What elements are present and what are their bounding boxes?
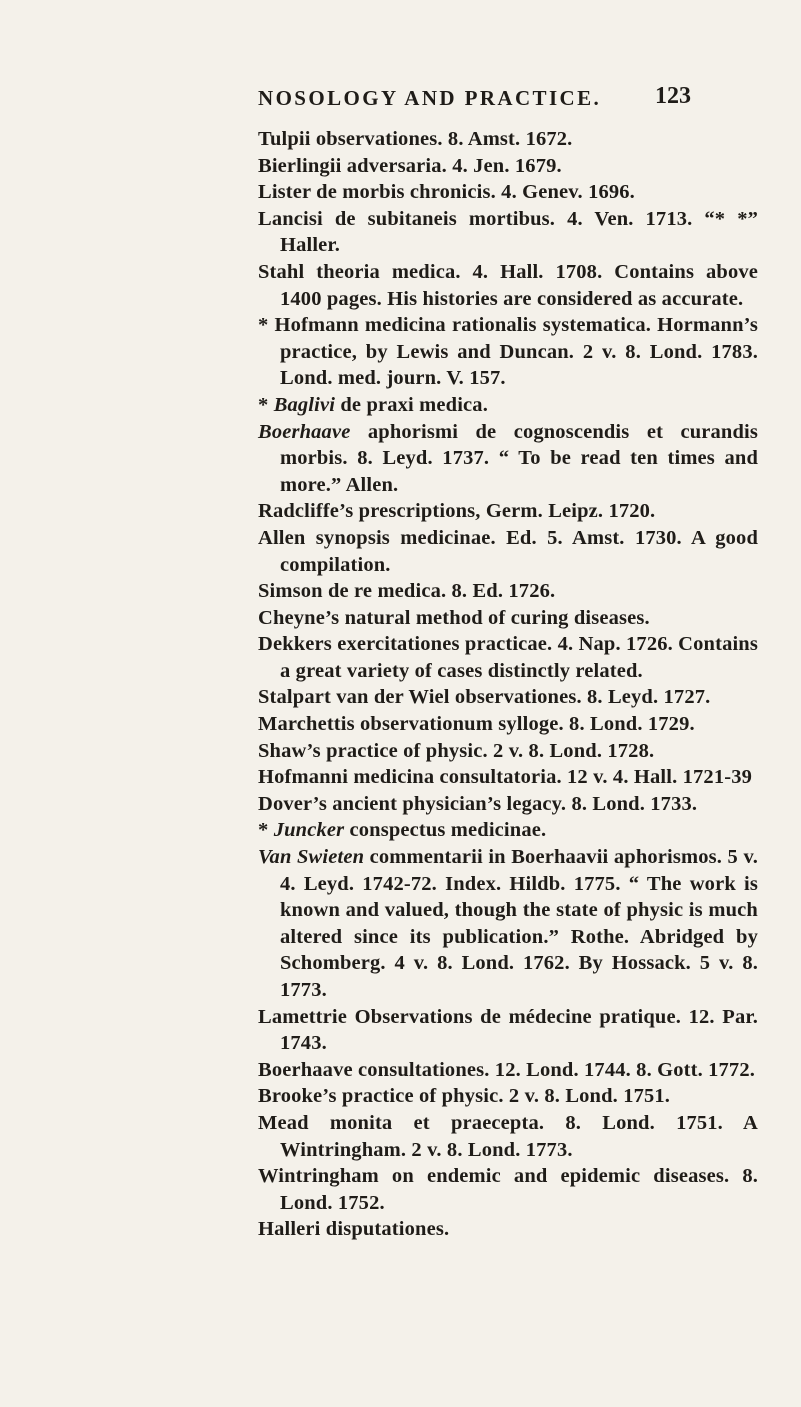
bibliography-entry	[258, 498, 758, 525]
bibliography-list	[0, 126, 801, 1243]
entry-lead-text: Stalpart van der Wiel observationes. 8. Leyd. 1727.	[258, 686, 711, 709]
entry-lead-text: Cheyne’s natural method of curing diseases.	[258, 606, 650, 629]
bibliography-entry	[258, 738, 758, 765]
entry-lead-text: *	[258, 819, 274, 842]
bibliography-entry	[258, 525, 758, 578]
bibliography-entry	[258, 1163, 758, 1216]
bibliography-entry	[258, 1216, 758, 1243]
bibliography-entry	[258, 631, 758, 684]
bibliography-entry	[258, 578, 758, 605]
bibliography-entry	[258, 392, 758, 419]
entry-lead-text: Wintringham on endemic and epidemic diseases. 8. Lond. 1752.	[258, 1165, 758, 1214]
entry-lead-text: Lancisi de subitaneis mortibus. 4. Ven. 1713. “* *” Haller.	[258, 207, 758, 257]
entry-lead-text: Bierlingii adversaria. 4. Jen. 1679.	[258, 154, 562, 177]
entry-lead-text: Radcliffe’s prescriptions, Germ. Leipz. 1720.	[258, 500, 656, 523]
bibliography-entry	[258, 791, 758, 818]
bibliography-entry	[258, 259, 758, 312]
entry-lead-text: Lister de morbis chronicis. 4. Genev. 1696.	[258, 181, 635, 204]
entry-lead-text: Brooke’s practice of physic. 2 v. 8. Lond. 1751.	[258, 1085, 671, 1108]
entry-lead-text: Mead monita et praecepta. 8. Lond. 1751. A Wintringham. 2 v. 8. Lond. 1773.	[258, 1111, 758, 1161]
entry-lead-text: *	[258, 393, 274, 416]
entry-author-italic: Van Swieten	[258, 846, 365, 869]
entry-lead-text: Hofmanni medicina consultatoria. 12 v. 4. Hall. 1721-39	[258, 766, 752, 789]
entry-lead-text: Allen synopsis medicinae. Ed. 5. Amst. 1730. A good compilation.	[258, 526, 758, 576]
entry-lead-text: Tulpii observationes. 8. Amst. 1672.	[258, 128, 573, 150]
entry-rest-text: de praxi medica.	[335, 393, 488, 416]
entry-lead-text: Halleri disputationes.	[258, 1218, 450, 1241]
entry-lead-text: Marchettis observationum sylloge. 8. Lond. 1729.	[258, 713, 695, 736]
bibliography-entry	[258, 1083, 758, 1110]
entry-lead-text: * Hofmann medicina rationalis systematica. Hormann’s practice, by Lewis and Duncan. 2 v. 8. Lond. 1783. Lond. med. journ. V. 157.	[258, 314, 758, 390]
bibliography-entry	[258, 312, 758, 392]
bibliography-entry	[258, 764, 758, 791]
entry-lead-text: Shaw’s practice of physic. 2 v. 8. Lond. 1728.	[258, 739, 655, 762]
page-number: 123	[655, 83, 691, 109]
entry-lead-text: Lamettrie Observations de médecine pratique. 12. Par. 1743.	[258, 1005, 758, 1055]
entry-rest-text: commentarii in Boerhaavii aphorismos. 5 v. 4. Leyd. 1742-72. Index. Hildb. 1775. “ The work is known and valued, though the state of physic is much altered since its publication.” Rothe. Abridged by Schomberg. 4 v. 8. Lond. 1762. By Hossack. 5 v. 8. 1773.	[280, 846, 758, 1001]
entry-lead-text: Dover’s ancient physician’s legacy. 8. Lond. 1733.	[258, 792, 698, 815]
running-head	[0, 83, 801, 118]
bibliography-entry	[258, 153, 758, 180]
bibliography-entry	[258, 206, 758, 259]
bibliography-entry	[258, 817, 758, 844]
bibliography-entry	[258, 1057, 758, 1084]
running-title: NOSOLOGY AND PRACTICE.	[258, 86, 602, 110]
bibliography-entry	[258, 605, 758, 632]
bibliography-entry	[258, 126, 758, 153]
entry-lead-text: Dekkers exercitationes practicae. 4. Nap. 1726. Contains a great variety of cases distinctly related.	[258, 633, 758, 682]
entry-lead-text: Simson de re medica. 8. Ed. 1726.	[258, 580, 556, 603]
bibliography-entry	[258, 684, 758, 711]
entry-author-italic: Juncker	[273, 819, 345, 842]
entry-rest-text: conspectus medicinae.	[344, 819, 547, 842]
entry-rest-text: aphorismi de cognoscendis et curandis morbis. 8. Leyd. 1737. “ To be read ten times and more.” Allen.	[280, 420, 758, 496]
bibliography-entry	[258, 711, 758, 738]
entry-author-italic: Baglivi	[273, 393, 336, 416]
entry-lead-text: Stahl theoria medica. 4. Hall. 1708. Contains above 1400 pages. His histories are considered as accurate.	[258, 260, 758, 310]
bibliography-entry	[258, 179, 758, 206]
bibliography-entry	[258, 844, 758, 1004]
bibliography-entry	[258, 1110, 758, 1163]
entry-lead-text: Boerhaave consultationes. 12. Lond. 1744. 8. Gott. 1772.	[258, 1058, 755, 1081]
bibliography-entry	[258, 419, 758, 499]
bibliography-entry	[258, 1004, 758, 1057]
entry-author-italic: Boerhaave	[258, 420, 351, 443]
